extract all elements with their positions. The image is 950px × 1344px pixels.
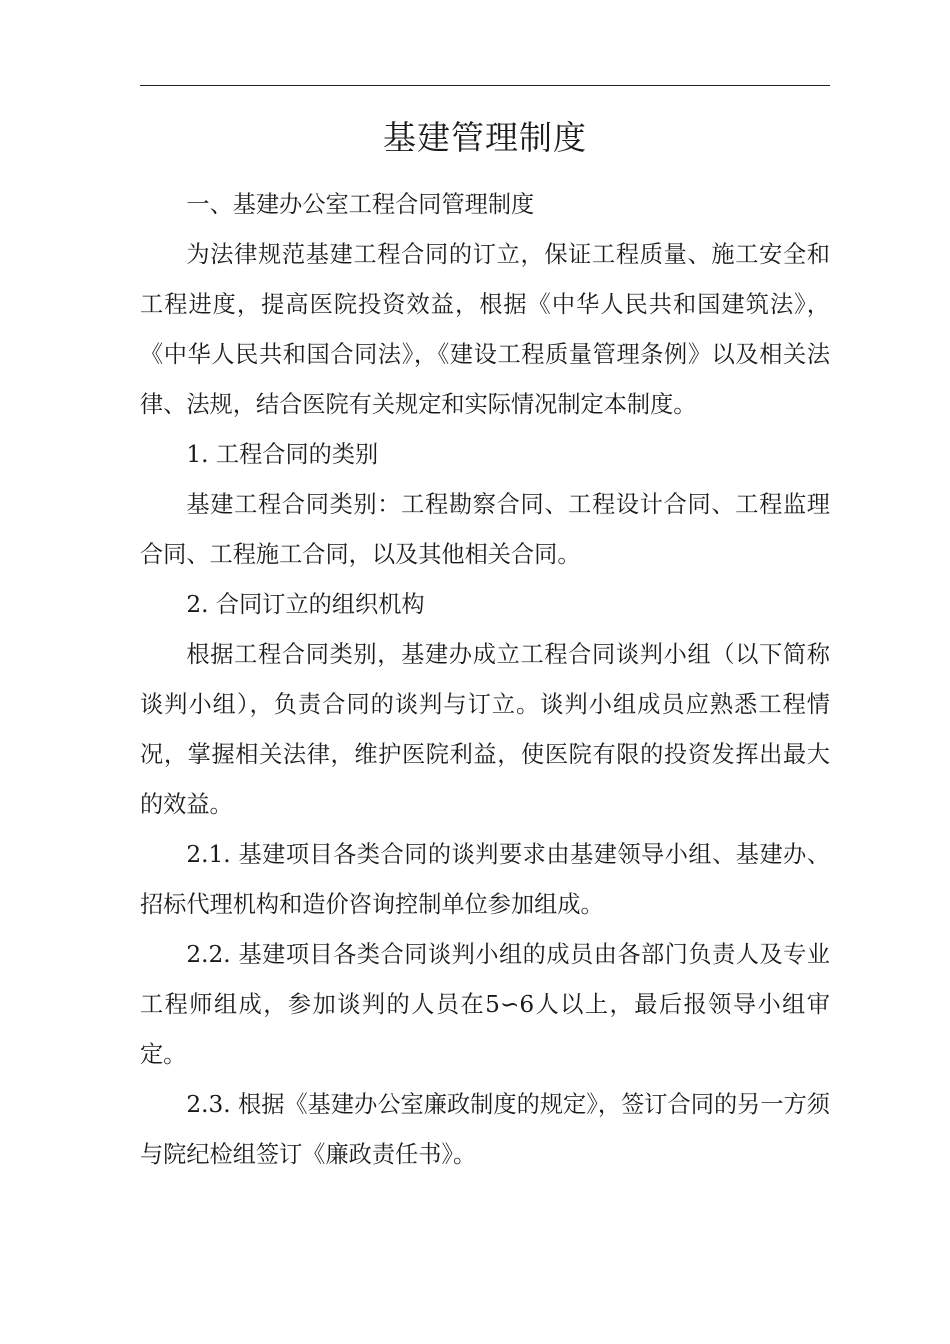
body-paragraph: 根据工程合同类别，基建办成立工程合同谈判小组（以下简称谈判小组），负责合同的谈判与订立。谈判小组成员应熟悉工程情况，掌握相关法律，维护医院利益，使医院有限的投资发挥出最大的效益。 (140, 641, 830, 818)
clause-paragraph: 2.2. 基建项目各类合同谈判小组的成员由各部门负责人及专业工程师组成，参加谈判的人员在5∽6人以上，最后报领导小组审定。 (140, 941, 830, 1068)
clause-paragraph: 2.3. 根据《基建办公室廉政制度的规定》，签订合同的另一方须与院纪检组签订《廉政责任书》。 (140, 1091, 830, 1168)
subsection-heading: 2. 合同订立的组织机构 (186, 591, 425, 618)
clause-paragraph: 2.1. 基建项目各类合同的谈判要求由基建领导小组、基建办、招标代理机构和造价咨询控制单位参加组成。 (140, 841, 830, 918)
subsection-heading: 1. 工程合同的类别 (186, 441, 379, 468)
body-paragraph: 基建工程合同类别：工程勘察合同、工程设计合同、工程监理合同、工程施工合同，以及其他相关合同。 (140, 491, 830, 568)
document-body (140, 180, 830, 1180)
document-title: 基建管理制度 (383, 118, 587, 157)
section-heading: 一、基建办公室工程合同管理制度 (186, 191, 535, 218)
body-paragraph: 为法律规范基建工程合同的订立，保证工程质量、施工安全和工程进度，提高医院投资效益，根据《中华人民共和国建筑法》，《中华人民共和国合同法》，《建设工程质量管理条例》以及相关法律、法规，结合医院有关规定和实际情况制定本制度。 (140, 241, 830, 418)
header-rule (140, 85, 830, 86)
